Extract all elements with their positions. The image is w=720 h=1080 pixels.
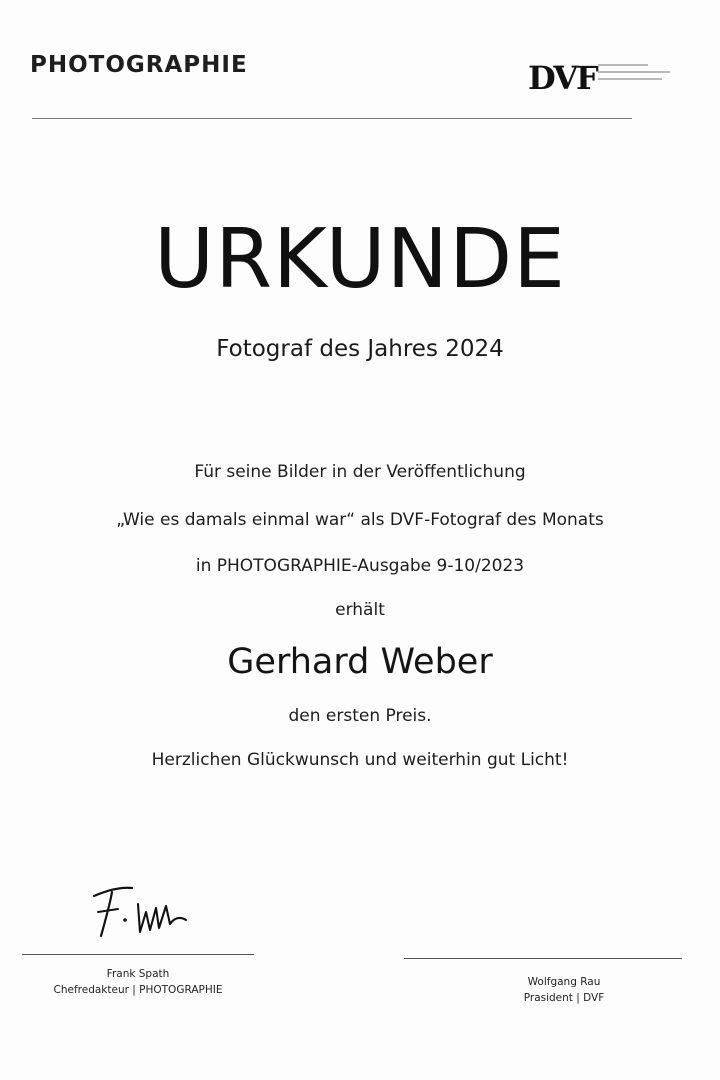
- closing-text: Herzlichen Glückwunsch und weiterhin gut Licht!: [151, 750, 569, 770]
- prize-text: den ersten Preis.: [288, 706, 432, 726]
- certificate-title: URKUNDE: [154, 212, 566, 307]
- logo-fine-print-lines: [598, 64, 670, 85]
- citation-line-3: in PHOTOGRAPHIE-Ausgabe 9-10/2023: [195, 556, 525, 576]
- left-signature-line: [22, 954, 254, 955]
- left-signatory-role: Chefredakteur | PHOTOGRAPHIE: [53, 984, 223, 996]
- citation-line-4: erhält: [335, 600, 385, 620]
- left-signatory-name: Frank Spath: [106, 968, 170, 980]
- right-signatory-role: Prasident | DVF: [523, 992, 605, 1004]
- left-signatory: [22, 966, 254, 998]
- dvf-logo: [528, 58, 678, 98]
- certificate-subtitle: Fotograf des Jahres 2024: [216, 336, 504, 362]
- citation-line-1: Für seine Bilder in der Veröffentlichung: [194, 462, 526, 482]
- right-signatory-name: Wolfgang Rau: [527, 976, 601, 988]
- right-signature-line: [404, 958, 682, 959]
- recipient-name: Gerhard Weber: [227, 642, 493, 682]
- dvf-logo-letters: DVF: [528, 59, 597, 97]
- brand-wordmark: PHOTOGRAPHIE: [30, 52, 248, 78]
- handwritten-signature: [88, 878, 198, 942]
- right-signatory: [448, 974, 680, 1006]
- header-divider: [32, 118, 632, 119]
- citation-line-2: „Wie es damals einmal war“ als DVF-Fotograf des Monats: [116, 510, 604, 530]
